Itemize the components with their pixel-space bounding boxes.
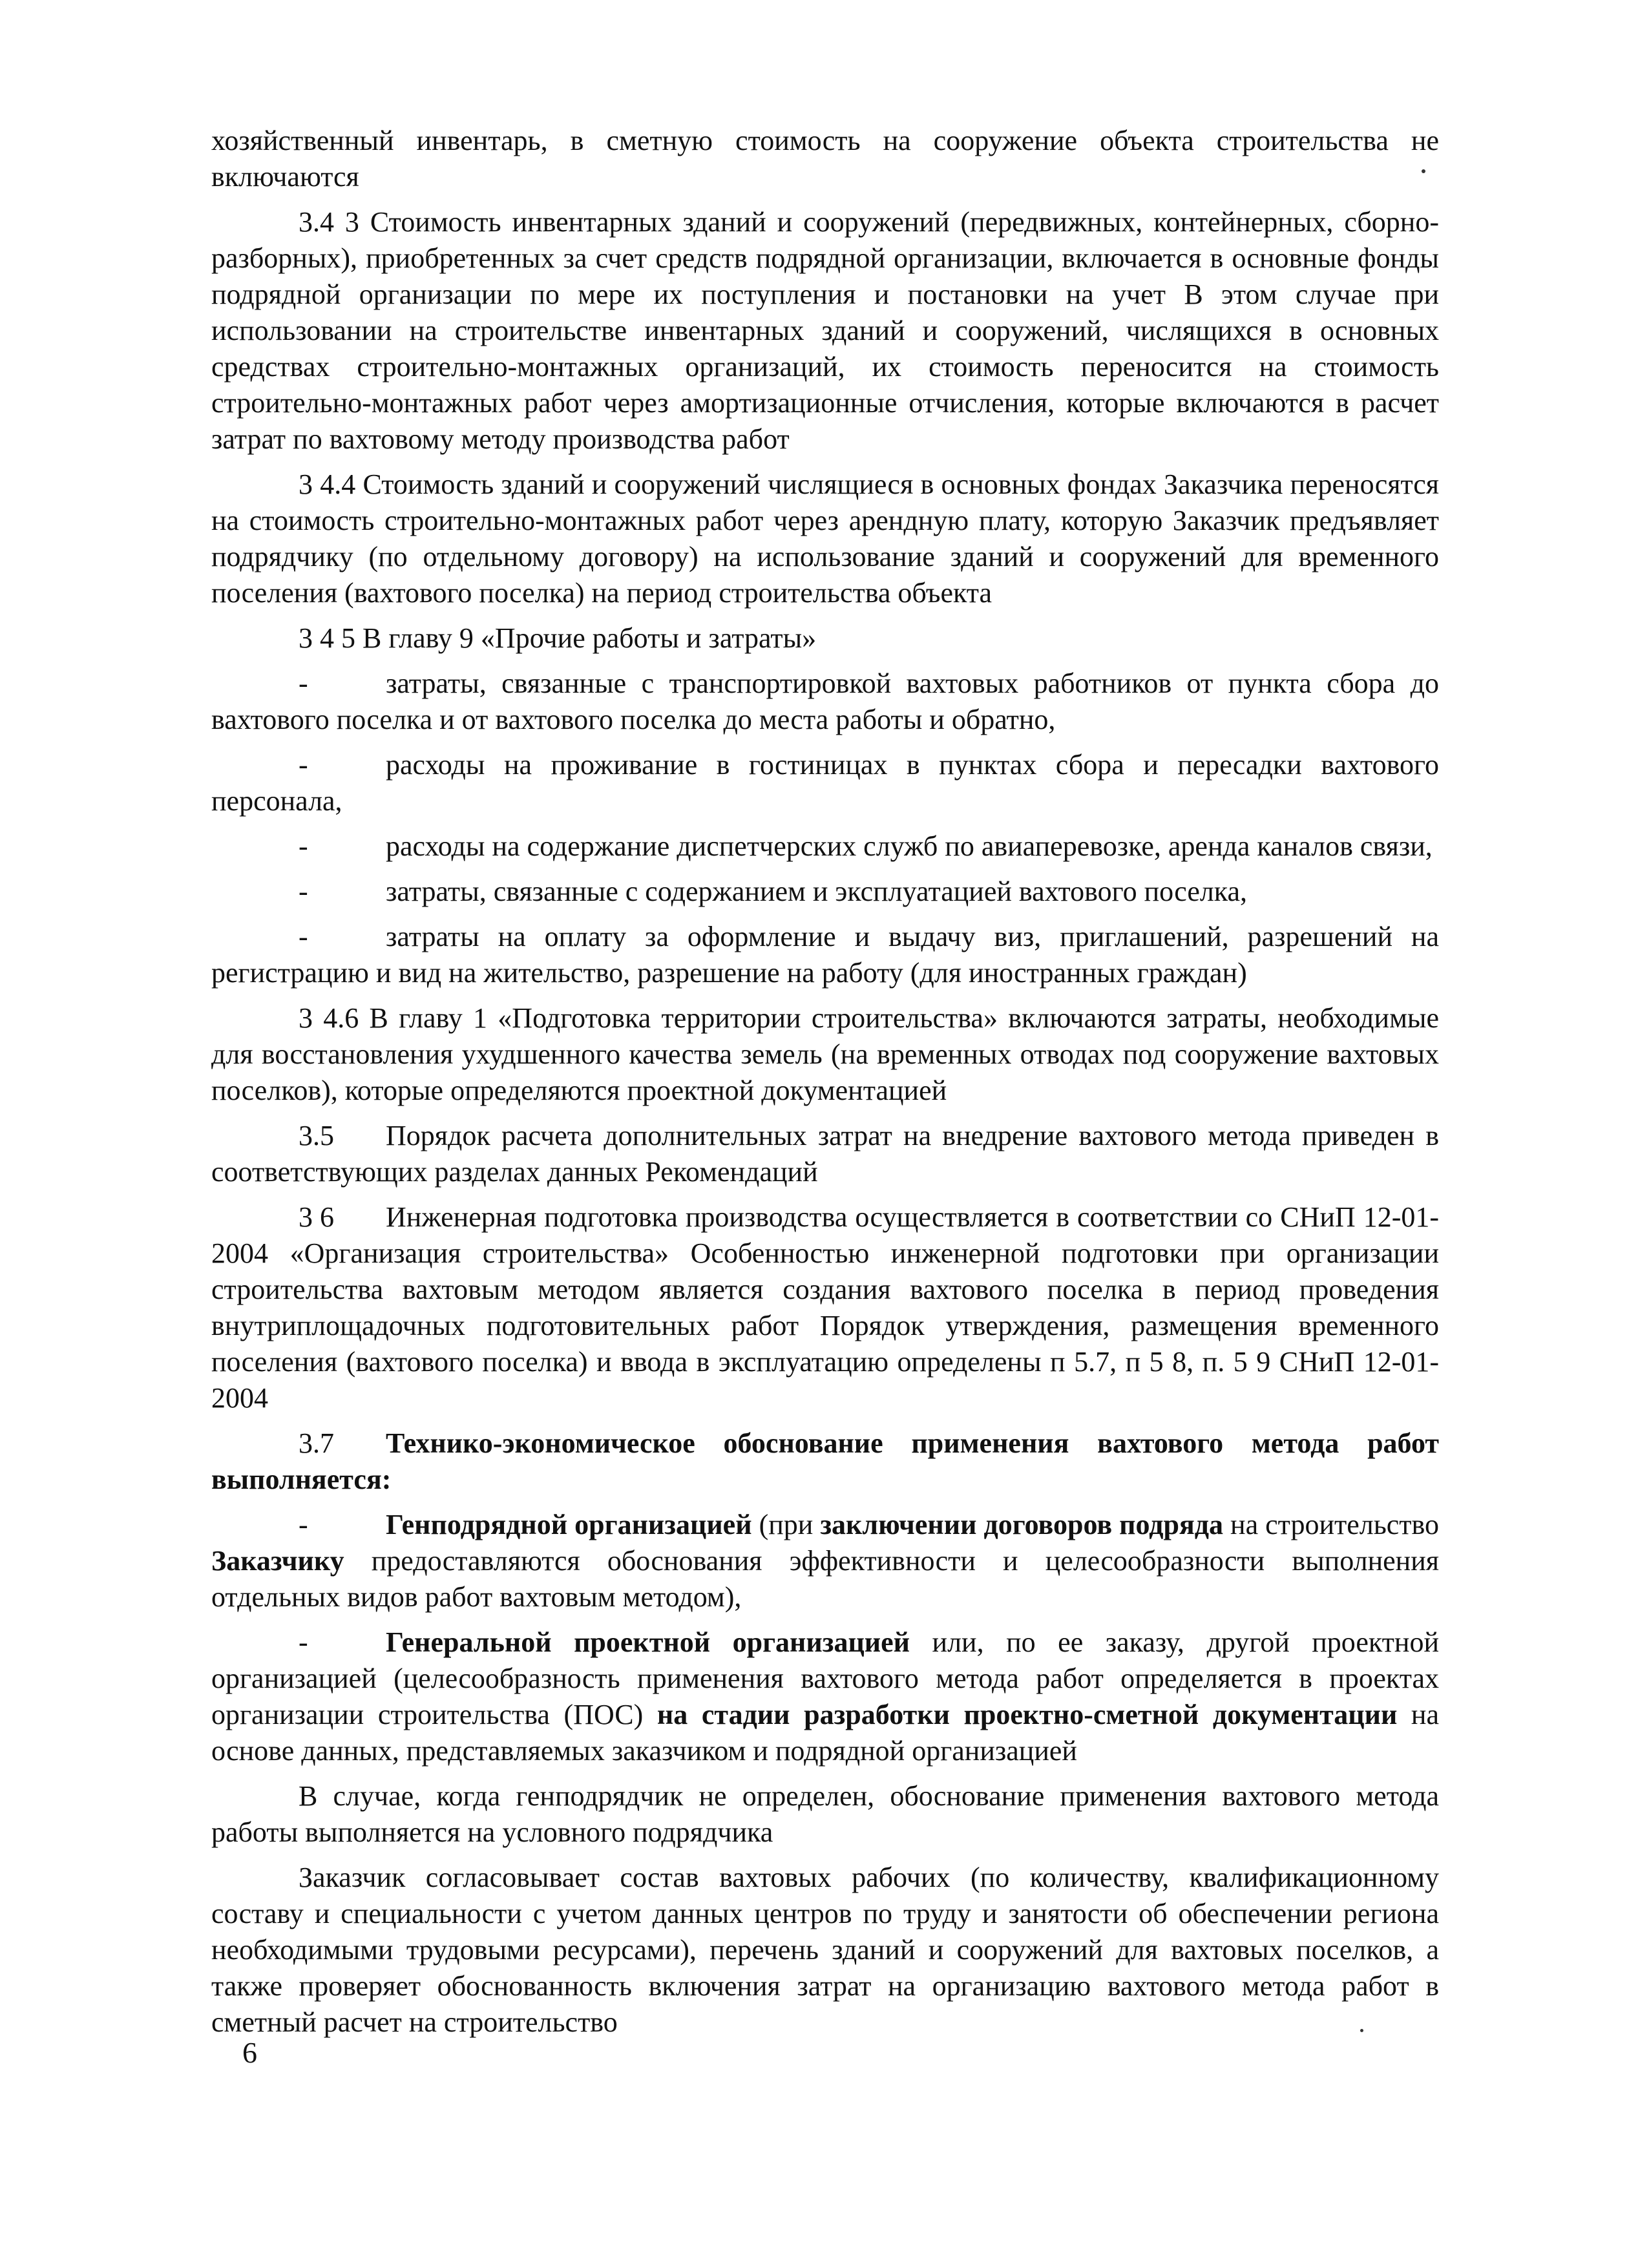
paragraph-no-contractor: В случае, когда генподрядчик не определен, обоснование применения вахтового метода работы выполняется на условного подрядчика <box>211 1780 1439 1848</box>
list-item-text: затраты, связанные с транспортировкой вахтовых работников от пункта сбора до вахтового поселка и от вахтового поселка до места работы и обратно, <box>211 667 1439 735</box>
list-item <box>211 666 1439 738</box>
list-dash: - <box>299 749 308 781</box>
list-item <box>211 747 1439 819</box>
list-dash: - <box>299 921 308 952</box>
list-item <box>211 919 1439 991</box>
section-text: Порядок расчета дополнительных затрат на внедрение вахтового метода приведен в соответствующих разделах данных Рекомендаций <box>211 1120 1439 1188</box>
bold-term: на стадии разработки проектно-сметной документации <box>656 1699 1398 1730</box>
list-item-text: (при <box>751 1509 821 1540</box>
list-dash: - <box>299 830 308 862</box>
list-item-text: на основе данных, представляемых заказчиком и подрядной организацией <box>211 1699 1439 1767</box>
paragraph-3-5 <box>211 1118 1439 1190</box>
paragraph-3-4-6: 3 4.6 В главу 1 «Подготовка территории строительства» включаются затраты, необходимые для восстановления ухудшенного качества земель (на временных отводах под сооружение вахтовых поселков), которые определяются проектной документацией <box>211 1002 1439 1106</box>
list-item <box>211 874 1439 910</box>
section-number: 3 6 <box>299 1201 334 1233</box>
list-item-text: или, по ее заказу, другой проектной организацией (целесообразность применения вахтового метода работ определяется в проектах организации строительства (ПОС) <box>211 1626 1439 1730</box>
list-item-text: предоставляются обоснования эффективности и целесообразности выполнения отдельных видов работ вахтовым методом), <box>211 1545 1439 1613</box>
paragraph-3-6 <box>211 1199 1439 1416</box>
section-text: Инженерная подготовка производства осуществляется в соответствии со СНиП 12-01-2004 «Организация строительства» Особенностью инженерной подготовки при организации строительства вахтовым методом является создания вахтового поселка в период проведения внутриплощадочных подготовительных работ Порядок утверждения, размещения временного поселения (вахтового поселка) и ввода в эксплуатацию определены п 5.7, п 5 8, п. 5 9 СНиП 12-01-2004 <box>211 1201 1439 1414</box>
paragraph-continuation: хозяйственный инвентарь, в сметную стоимость на сооружение объекта строительства не включаются <box>211 125 1439 193</box>
section-number: 3.7 <box>299 1427 334 1459</box>
scan-speck <box>1422 169 1425 173</box>
bold-term: Генеральной проектной организацией <box>386 1626 910 1658</box>
list-item-text: расходы на проживание в гостиницах в пунктах сбора и пересадки вахтового персонала, <box>211 749 1439 817</box>
bold-term: Генподрядной организацией <box>386 1509 752 1540</box>
section-number: 3.5 <box>299 1120 334 1151</box>
paragraph-3-4-5: 3 4 5 В главу 9 «Прочие работы и затраты» <box>299 622 817 654</box>
list-item <box>211 828 1439 865</box>
list-item-text: расходы на содержание диспетчерских служб по авиаперевозке, аренда каналов связи, <box>386 830 1433 862</box>
list-item-general-contractor <box>211 1507 1439 1615</box>
list-item-design-organization <box>211 1624 1439 1769</box>
scan-speck <box>1360 2029 1363 2032</box>
list-item-text: затраты на оплату за оформление и выдачу виз, приглашений, разрешений на регистрацию и вид на жительство, разрешение на работу (для иностранных граждан) <box>211 921 1439 989</box>
paragraph-customer-approves: Заказчик согласовывает состав вахтовых рабочих (по количеству, квалификационному составу и специальности с учетом данных центров по труду и занятости об обеспечении региона необходимыми трудовыми ресурсами), перечень зданий и сооружений для вахтовых поселков, а также проверяет обоснованность включения затрат на организацию вахтового метода работ в сметный расчет на строительство <box>211 1862 1439 2038</box>
list-item-text: затраты, связанные с содержанием и эксплуатацией вахтового поселка, <box>386 876 1248 907</box>
list-dash: - <box>299 1626 308 1658</box>
bold-term: заключении договоров подряда <box>820 1509 1224 1540</box>
list-item-text: на строительство <box>1223 1509 1440 1540</box>
list-dash: - <box>299 1509 308 1540</box>
body-text <box>211 123 1439 2050</box>
paragraph-3-7 <box>211 1425 1439 1498</box>
paragraph-3-4-4: 3 4.4 Стоимость зданий и сооружений числящиеся в основных фондах Заказчика переносятся на стоимость строительно-монтажных работ через арендную плату, которую Заказчик предъявляет подрядчику (по отдельному договору) на использование зданий и сооружений для временного поселения (вахтового поселка) на период строительства объекта <box>211 468 1439 609</box>
list-dash: - <box>299 667 308 699</box>
paragraph-3-4-3: 3.4 3 Стоимость инвентарных зданий и сооружений (передвижных, контейнерных, сборно-разборных), приобретенных за счет средств подрядной организации, включается в основные фонды подрядной организации по мере их поступления и постановки на учет В этом случае при использовании на строительстве инвентарных зданий и сооружений, числящихся в основных средствах строительно-монтажных организаций, их стоимость переносится на стоимость строительно-монтажных работ через амортизационные отчисления, которые включаются в расчет затрат по вахтовому методу производства работ <box>211 206 1439 455</box>
section-heading-text: Технико-экономическое обоснование применения вахтового метода работ выполняется: <box>211 1427 1439 1495</box>
list-dash: - <box>299 876 308 907</box>
bold-term: Заказчику <box>211 1545 344 1577</box>
page-number: 6 <box>242 2036 257 2069</box>
